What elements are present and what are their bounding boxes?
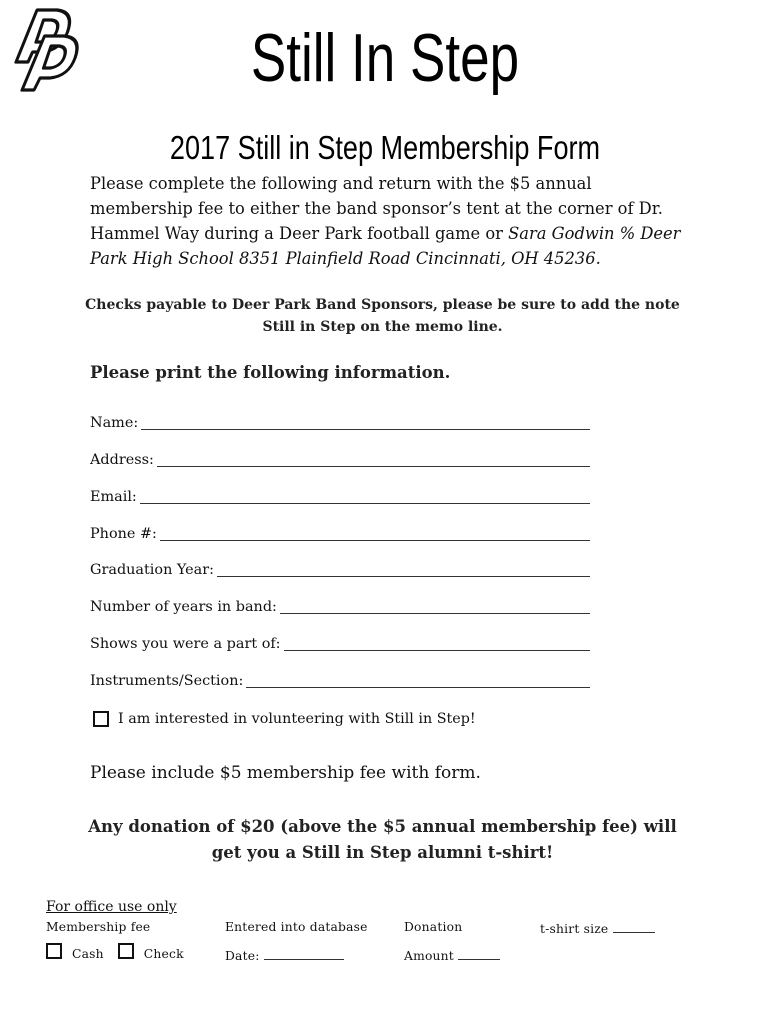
shows-label: Shows you were a part of: — [90, 636, 281, 652]
date-line[interactable] — [264, 947, 344, 960]
years-in-band-label: Number of years in band: — [90, 599, 277, 615]
tshirt-size-line[interactable] — [613, 920, 655, 933]
years-in-band-field[interactable] — [90, 597, 590, 617]
amount-line[interactable] — [458, 947, 500, 960]
date-field[interactable] — [225, 947, 344, 963]
name-label: Name: — [90, 415, 139, 431]
volunteer-checkbox[interactable] — [93, 711, 109, 727]
check-checkbox[interactable] — [118, 943, 134, 959]
cash-checkbox[interactable] — [46, 943, 62, 959]
dp-logo-icon — [14, 6, 86, 92]
graduation-year-field[interactable] — [90, 560, 590, 580]
phone-label: Phone #: — [90, 526, 157, 542]
donation-note: Any donation of $20 (above the $5 annual membership fee) will get you a Still in Step alumni t-shirt! — [88, 817, 677, 862]
form-title: 2017 Still in Step Membership Form — [169, 129, 601, 166]
phone-field[interactable] — [90, 524, 590, 544]
check-label: Check — [143, 947, 184, 961]
membership-fee-label: Membership fee — [46, 920, 151, 934]
include-fee-note: Please include $5 membership fee with form. — [90, 763, 481, 783]
amount-label: Amount — [404, 949, 454, 963]
name-line[interactable] — [141, 415, 590, 430]
office-use-title: For office use only — [46, 899, 177, 915]
email-label: Email: — [90, 489, 137, 505]
email-field[interactable] — [90, 487, 590, 507]
dp-logo — [14, 6, 86, 92]
intro-paragraph — [90, 171, 690, 271]
address-label: Address: — [90, 452, 154, 468]
phone-line[interactable] — [160, 526, 590, 541]
instruments-label: Instruments/Section: — [90, 673, 244, 689]
instruments-line[interactable] — [246, 673, 590, 688]
shows-line[interactable] — [284, 636, 590, 651]
name-field[interactable] — [90, 413, 590, 433]
intro-text: Please complete the following and return with the $5 annual membership fee to either the band sponsor’s tent at the corner of Dr. Hammel Way during a Deer Park football game or — [90, 174, 663, 243]
years-in-band-line[interactable] — [280, 599, 590, 614]
volunteer-option[interactable] — [93, 711, 476, 727]
shows-field[interactable] — [90, 634, 590, 654]
email-line[interactable] — [140, 489, 590, 504]
address-field[interactable] — [90, 450, 590, 470]
donation-label: Donation — [404, 920, 463, 934]
cash-label: Cash — [72, 947, 104, 961]
date-label: Date: — [225, 949, 260, 963]
page-title: Still In Step — [250, 20, 520, 96]
entered-database-label: Entered into database — [225, 920, 368, 934]
amount-field[interactable] — [404, 947, 500, 963]
volunteer-label: I am interested in volunteering with Still in Step! — [118, 711, 476, 727]
tshirt-size-label: t-shirt size — [540, 922, 609, 936]
intro-address: Sara Godwin % Deer Park High School 8351 Plainfield Road Cincinnati, OH 45236. — [90, 224, 681, 268]
graduation-year-label: Graduation Year: — [90, 562, 214, 578]
tshirt-size-field[interactable] — [540, 920, 655, 936]
print-heading: Please print the following information. — [90, 363, 451, 382]
checks-note: Checks payable to Deer Park Band Sponsors, please be sure to add the note Still in Step on the memo line. — [85, 297, 680, 335]
payment-method — [46, 941, 184, 961]
address-line[interactable] — [157, 452, 590, 467]
instruments-field[interactable] — [90, 671, 590, 691]
graduation-year-line[interactable] — [217, 562, 590, 577]
